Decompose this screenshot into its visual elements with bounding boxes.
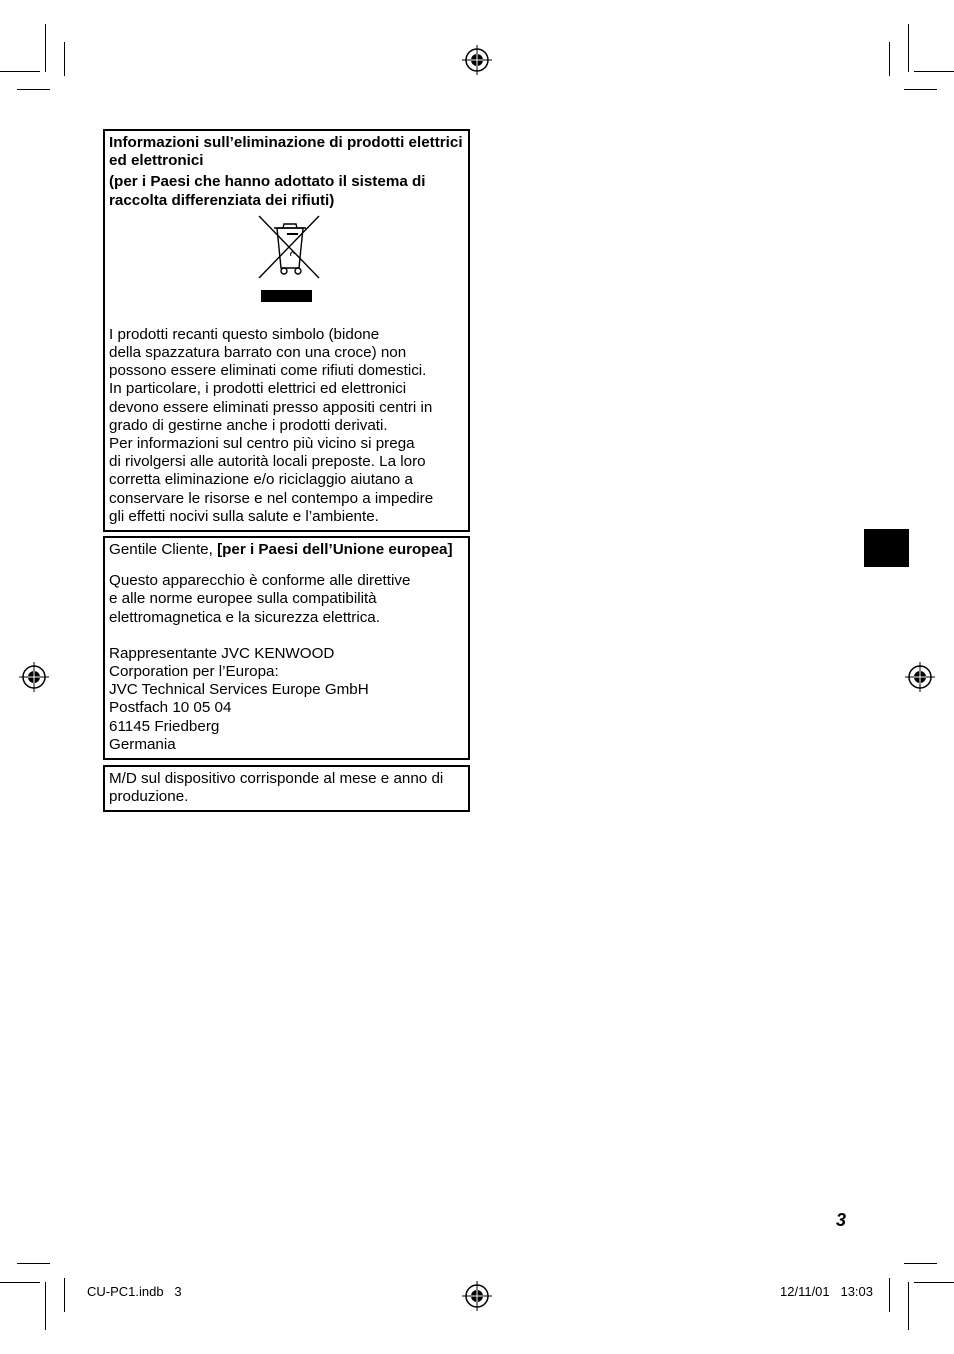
weee-body-line: I prodotti recanti questo simbolo (bidone <box>109 325 380 343</box>
registration-mark-icon <box>19 662 49 692</box>
eu-greeting <box>109 541 464 559</box>
weee-body-line: gli effetti nocivi sulla salute e l’ambiente. <box>109 507 379 525</box>
eu-greeting-bold: [per i Paesi dell’Unione europea] <box>217 541 453 558</box>
eu-representative-line: Rappresentante JVC KENWOOD <box>109 644 335 662</box>
registration-mark-icon <box>905 662 935 692</box>
weee-body-line: devono essere eliminati presso appositi centri in <box>109 398 433 416</box>
registration-mark-icon <box>462 1281 492 1311</box>
registration-mark-icon <box>462 45 492 75</box>
weee-body-line: In particolare, i prodotti elettrici ed elettronici <box>109 380 407 398</box>
crossed-out-wheelie-bin-icon <box>257 214 321 282</box>
weee-notice-box <box>103 129 470 532</box>
crop-mark <box>17 89 50 90</box>
weee-body <box>109 326 464 526</box>
weee-underline-bar <box>261 290 312 302</box>
footer-timestamp: 12/11/01 13:03 <box>780 1284 874 1299</box>
crop-mark <box>904 89 937 90</box>
crop-mark <box>0 1282 40 1283</box>
crop-mark <box>908 1282 909 1330</box>
crop-mark <box>914 1282 954 1283</box>
md-line: M/D sul dispositivo corrisponde al mese e anno di <box>109 770 444 787</box>
weee-body-line: conservare le risorse e nel contempo a impedire <box>109 489 434 507</box>
eu-representative-line: JVC Technical Services Europe GmbH <box>109 681 369 699</box>
crop-mark <box>908 24 909 72</box>
crop-mark <box>889 1278 890 1312</box>
eu-conformity-line: Questo apparecchio è conforme alle direttive <box>109 572 411 590</box>
crop-mark <box>904 1263 937 1264</box>
crop-mark <box>64 42 65 76</box>
eu-representative-line: Germania <box>109 735 176 753</box>
weee-body-line: grado di gestirne anche i prodotti derivati. <box>109 416 388 434</box>
weee-symbol <box>109 210 464 322</box>
manufacture-date-box <box>103 765 470 812</box>
weee-body-line: di rivolgersi alle autorità locali preposte. La loro <box>109 453 426 471</box>
language-thumb-tab <box>864 529 909 567</box>
md-line: produzione. <box>109 788 189 806</box>
weee-title: Informazioni sull’eliminazione di prodotti elettrici ed elettronici <box>109 134 463 170</box>
eu-conformity-line: elettromagnetica e la sicurezza elettrica. <box>109 608 380 626</box>
weee-body-line: corretta eliminazione e/o riciclaggio aiutano a <box>109 471 413 489</box>
footer-file-slug: CU-PC1.indb 3 <box>87 1284 182 1299</box>
weee-body-line: della spazzatura barrato con una croce) non <box>109 344 407 362</box>
weee-subtitle: (per i Paesi che hanno adottato il sistema di raccolta differenziata dei rifiuti) <box>109 173 426 209</box>
eu-representative-line: Corporation per l’Europa: <box>109 663 279 681</box>
eu-conformity-line: e alle norme europee sulla compatibilità <box>109 590 377 608</box>
page-number: 3 <box>836 1210 847 1230</box>
eu-representative-line: 61145 Friedberg <box>109 717 220 735</box>
crop-mark <box>914 71 954 72</box>
crop-mark <box>17 1263 50 1264</box>
crop-mark <box>45 1282 46 1330</box>
weee-body-line: Per informazioni sul centro più vicino si prega <box>109 435 415 453</box>
crop-mark <box>0 71 40 72</box>
weee-body-line: possono essere eliminati come rifiuti domestici. <box>109 362 427 380</box>
eu-greeting-text: Gentile Cliente, <box>109 541 218 558</box>
crop-mark <box>64 1278 65 1312</box>
crop-mark <box>45 24 46 72</box>
crop-mark <box>889 42 890 76</box>
eu-representative-line: Postfach 10 05 04 <box>109 699 232 717</box>
eu-conformity-box <box>103 536 470 760</box>
